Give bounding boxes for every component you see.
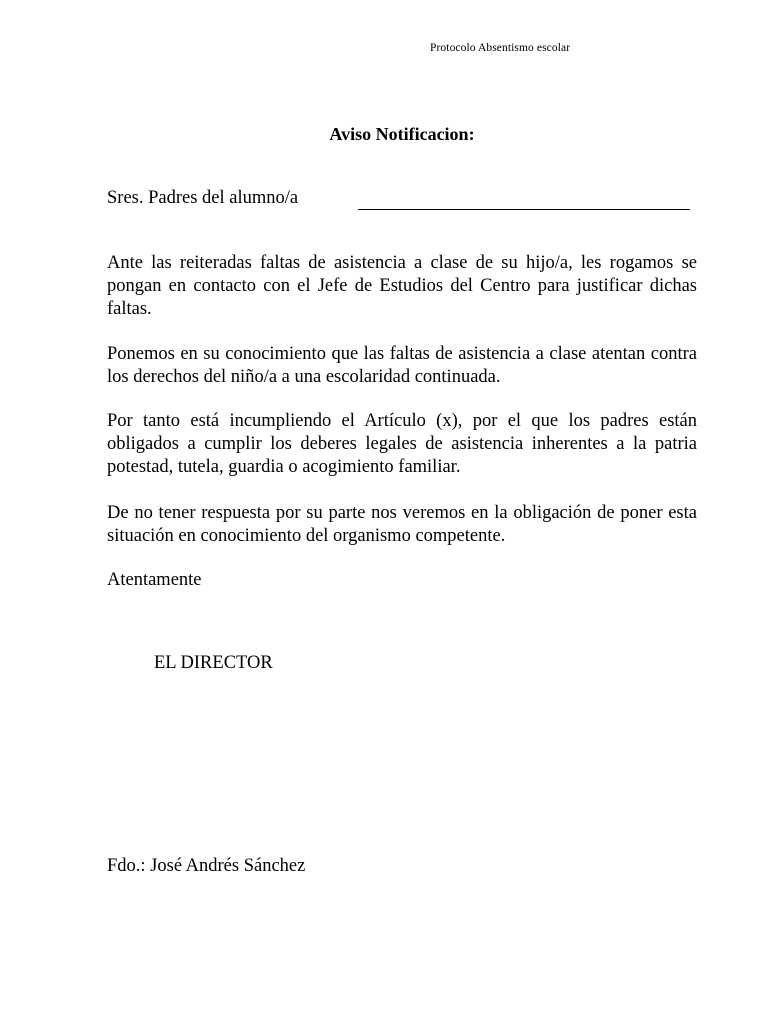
paragraph-absences: Ante las reiteradas faltas de asistencia a clase de su hijo/a, les rogamos se pongan en contacto con el Jefe de Estudios del Centro para justificar dichas faltas. [107, 253, 697, 319]
notice-title: Aviso Notificacion: [329, 124, 475, 144]
signer-role: EL DIRECTOR [154, 653, 273, 673]
paragraph-consequences: De no tener respuesta por su parte nos veremos en la obligación de poner esta situación en conocimiento del organismo competente. [107, 503, 697, 546]
closing-salutation: Atentamente [107, 570, 202, 590]
recipient-label: Sres. Padres del alumno/a [107, 188, 299, 208]
paragraph-legal-article: Por tanto está incumpliendo el Artículo (x), por el que los padres están obligados a cumplir los deberes legales de asistencia inherentes a la patria potestad, tutela, guardia o acogimiento familiar. [107, 411, 697, 477]
paragraph-rights: Ponemos en su conocimiento que las faltas de asistencia a clase atentan contra los derechos del niño/a a una escolaridad continuada. [107, 344, 697, 387]
signature-line: Fdo.: José Andrés Sánchez [107, 856, 306, 876]
page-header: Protocolo Absentismo escolar [430, 42, 571, 54]
recipient-row [107, 188, 697, 216]
student-name-blank-line [358, 209, 690, 210]
